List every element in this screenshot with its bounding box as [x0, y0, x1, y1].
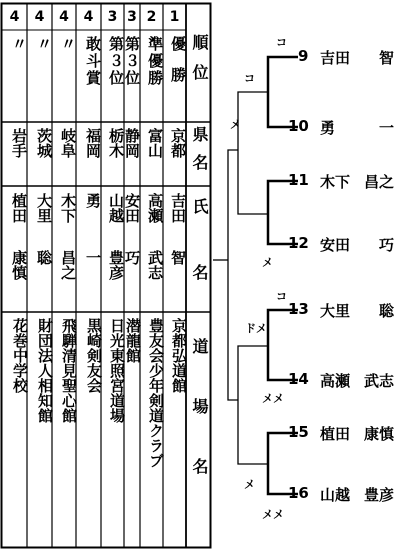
mark-9-10: コ	[244, 72, 255, 85]
name-family-cell: 吉田	[169, 193, 187, 223]
mark-16: メメ	[262, 508, 284, 521]
name-family-cell: 木下	[59, 193, 77, 223]
name-given-cell: 一	[84, 250, 102, 265]
bracket-lines-inner	[213, 92, 268, 464]
bracket-family-name: 勇	[320, 119, 336, 137]
bracket-seed-number: 10	[288, 117, 309, 135]
mark-12: メ	[262, 256, 273, 269]
bracket-family-name: 山越	[320, 486, 351, 504]
bracket-given-name: 康慎	[363, 425, 394, 443]
name-given-cell: 豊彦	[107, 250, 125, 280]
bracket-seed-number: 11	[288, 171, 309, 189]
dojo-cell: 飛騨清見聖心館	[60, 318, 78, 423]
name-family-cell: 勇	[84, 193, 102, 208]
bracket-given-name: 一	[378, 119, 394, 137]
rank-number: 3	[107, 9, 118, 25]
bracket-family-name: 植田	[320, 425, 351, 443]
rank-header-label: 順位	[189, 34, 209, 94]
dojo-header-label: 道場名	[189, 338, 209, 518]
rank-cell: 敢斗賞	[84, 36, 102, 87]
rank-cell: 〃	[59, 36, 77, 67]
name-given-cell: 武志	[146, 250, 164, 280]
rank-number: 4	[59, 9, 69, 25]
name-given-cell: 巧	[123, 250, 141, 265]
rank-header	[188, 34, 210, 94]
bracket-seed-number: 9	[298, 47, 309, 65]
name-family-cell: 大里	[35, 193, 53, 223]
rank-cell: 〃	[35, 36, 53, 67]
dojo-cell: 京都弘道館	[170, 318, 188, 393]
bracket-family-name: 高瀬	[320, 372, 351, 390]
dojo-cell: 日光東照宮道場	[108, 318, 126, 423]
name-header	[188, 198, 210, 330]
name-family-cell: 安田	[123, 193, 141, 223]
rank-number: 2	[146, 9, 157, 25]
mark-14: メメ	[262, 392, 284, 405]
prefecture-cell: 静岡	[123, 128, 141, 158]
prefecture-header-label: 県名	[189, 126, 209, 182]
name-given-cell: 康慎	[10, 250, 28, 280]
bracket-given-name: 智	[378, 49, 394, 67]
rank-number: 4	[34, 9, 45, 25]
bracket-seed-number: 14	[288, 370, 309, 388]
bracket-seed-number: 12	[288, 234, 309, 252]
bracket-seed-number: 15	[288, 423, 309, 441]
prefecture-cell: 京都	[169, 128, 187, 158]
dojo-cell: 財団法人相知館	[36, 318, 54, 423]
mark-9: コ	[276, 36, 287, 49]
name-given-cell: 昌之	[59, 250, 77, 280]
dojo-header	[188, 338, 210, 518]
bracket-family-name: 木下	[320, 173, 351, 191]
bracket-given-name: 巧	[378, 236, 394, 254]
bracket-family-name: 吉田	[320, 49, 351, 67]
bracket-given-name: 昌之	[363, 173, 394, 191]
rank-cell: 準優勝	[146, 36, 164, 87]
bracket-family-name: 安田	[320, 236, 351, 254]
name-header-label: 氏名	[189, 198, 209, 330]
bracket-seed-number: 13	[288, 300, 309, 318]
prefecture-cell: 富山	[146, 128, 164, 158]
rank-number: 1	[169, 9, 180, 25]
name-family-cell: 山越	[107, 193, 125, 223]
rank-cell: 優勝	[169, 36, 187, 98]
dojo-cell: 花巻中学校	[11, 318, 29, 393]
dojo-cell: 豊友会少年剣道クラブ	[147, 318, 165, 468]
name-given-cell: 聡	[35, 250, 53, 265]
bracket-given-name: 聡	[378, 302, 394, 320]
prefecture-cell: 福岡	[84, 128, 102, 158]
rank-number: 4	[9, 9, 20, 25]
name-family-cell: 高瀬	[146, 193, 164, 223]
rank-cell: 第３位	[107, 36, 125, 87]
bracket-seed-number: 16	[288, 484, 309, 502]
bracket-given-name: 豊彦	[363, 486, 394, 504]
dojo-cell: 黒崎剣友会	[85, 318, 103, 393]
prefecture-cell: 栃木	[107, 128, 125, 158]
rank-cell: 〃	[10, 36, 28, 67]
prefecture-cell: 岩手	[10, 128, 28, 158]
prefecture-cell: 茨城	[35, 128, 53, 158]
bracket-given-name: 武志	[363, 372, 394, 390]
bracket-family-name: 大里	[320, 302, 351, 320]
name-given-cell: 智	[169, 250, 187, 265]
mark-13: コ	[276, 290, 287, 303]
mark-semi-1: メ	[230, 118, 241, 131]
name-family-cell: 植田	[10, 193, 28, 223]
rank-number: 4	[83, 9, 94, 25]
rank-number: 3	[127, 9, 137, 25]
prefecture-header	[188, 126, 210, 182]
dojo-cell: 潜龍館	[124, 318, 142, 363]
prefecture-cell: 岐阜	[59, 128, 77, 158]
mark-semi-2: メ	[244, 478, 255, 491]
mark-13-14: ドメ	[245, 322, 267, 335]
rank-cell: 第３位	[123, 36, 141, 87]
